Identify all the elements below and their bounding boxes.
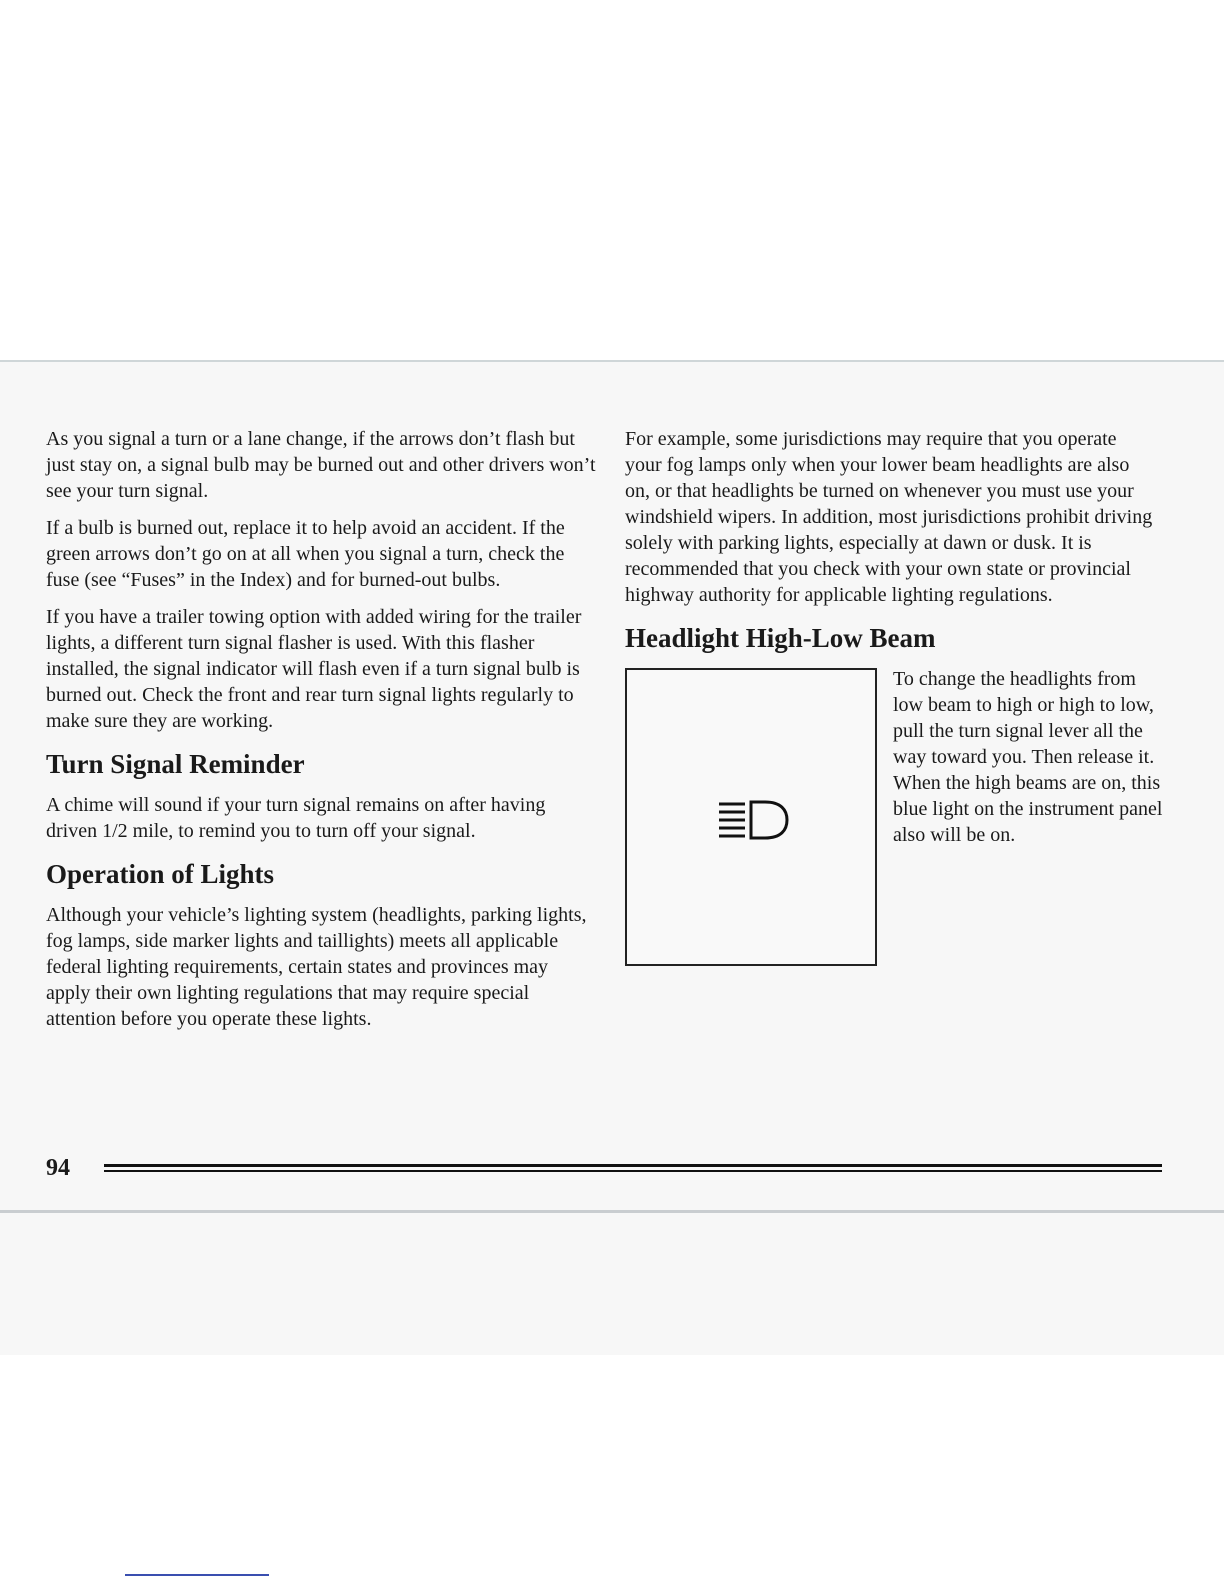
- heading-headlight-high-low-beam: Headlight High-Low Beam: [625, 623, 936, 653]
- bottom-divider: [0, 1210, 1224, 1213]
- paragraph-bulb-burned-out: If a bulb is burned out, replace it to help avoid an accident. If the green arrows don’t go on at all when you signal a turn, check the fuse (see “Fuses” in the Index) and for burned-out bulbs.: [46, 517, 565, 591]
- paragraph-arrows-stay-on: As you signal a turn or a lane change, if the arrows don’t flash but just stay on, a signal bulb may be burned out and other drivers won’t see your turn signal.: [46, 428, 596, 502]
- figure-frame: [625, 668, 877, 966]
- figure-caption: To change the headlights from low beam to high or high to low, pull the turn signal lever all the way toward you. Then release it. When the high beams are on, this blue light on the instrument panel also will be on.: [893, 668, 1163, 846]
- footer-double-rule: [104, 1164, 1162, 1173]
- paragraph-jurisdictions: For example, some jurisdictions may require that you operate your fog lamps only when your lower beam headlights are also on, or that headlights be turned on whenever you must use your windshield wipers. In addition, most jurisdictions prohibit driving solely with parking lights, especially at dawn or dusk. It is recommended that you check with your own state or provincial highway authority for applicable lighting regulations.: [625, 428, 1153, 606]
- left-column: [46, 426, 596, 1043]
- right-column: [625, 426, 1163, 966]
- paragraph-chime: A chime will sound if your turn signal remains on after having driven 1/2 mile, to remind you to turn off your signal.: [46, 794, 546, 842]
- heading-turn-signal-reminder: Turn Signal Reminder: [46, 749, 305, 779]
- page-number: 94: [46, 1155, 70, 1181]
- high-beam-figure: [625, 666, 1163, 966]
- heading-operation-of-lights: Operation of Lights: [46, 859, 275, 889]
- bottom-underline-mark: [125, 1574, 269, 1576]
- high-beam-indicator-icon: [715, 798, 791, 842]
- paragraph-lighting-system: Although your vehicle’s lighting system (headlights, parking lights, fog lamps, side marker lights and taillights) meets all applicable federal lighting requirements, certain states and provinces may apply their own lighting regulations that may require special attention before you operate these lights.: [46, 904, 587, 1030]
- paragraph-trailer-towing: If you have a trailer towing option with added wiring for the trailer lights, a different turn signal flasher is used. With this flasher installed, the signal indicator will flash even if a turn signal bulb is burned out. Check the front and rear turn signal lights regularly to make sure they are working.: [46, 606, 582, 732]
- top-divider: [0, 360, 1224, 362]
